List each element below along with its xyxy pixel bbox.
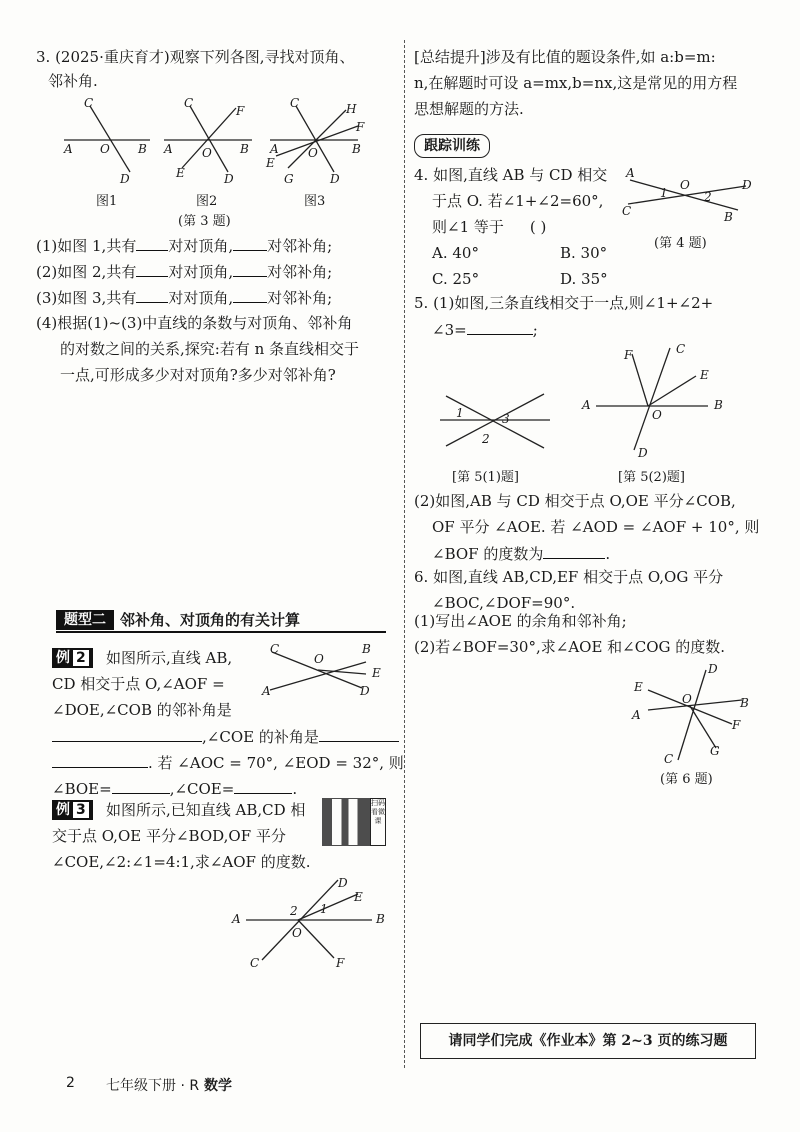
q3-line2: 邻补角. <box>48 72 98 90</box>
ex3-label-d: D <box>338 876 348 890</box>
fig2-label-d: D <box>224 172 234 186</box>
q5-1-angle-1: 1 <box>456 406 464 420</box>
q4-line1: 4. 如图,直线 AB 与 CD 相交 <box>414 166 608 184</box>
summary-line3: 思想解题的方法. <box>414 100 524 118</box>
q3-sub3: (3)如图 3,共有 对对顶角, 对邻补角; <box>36 286 332 309</box>
q5-2-line2: OF 平分 ∠AOE. 若 ∠AOD = ∠AOF + 10°, 则 <box>432 518 760 536</box>
follow-training-badge: 跟踪训练 <box>414 134 490 158</box>
fig1-label-d: D <box>120 172 130 186</box>
fig3-label-o: O <box>308 146 318 160</box>
ex3-figure <box>240 874 390 970</box>
ex2-line1: 如图所示,直线 AB, <box>106 649 233 667</box>
example-2-tag: 例 2 <box>52 648 93 668</box>
q6-caption: (第 6 题) <box>660 772 713 787</box>
q5-2-label-a: A <box>582 398 591 412</box>
column-divider <box>404 40 406 1068</box>
ex2-line6: ∠BOE= ,∠COE= . <box>52 777 297 800</box>
fig2-label-f: F <box>236 104 245 118</box>
ex3-label-e: E <box>354 890 363 904</box>
q5-1-angle-3: 3 <box>502 412 510 426</box>
q4-line3: 则∠1 等于 ( ) <box>432 218 547 236</box>
section-title: 邻补角、对顶角的有关计算 <box>120 611 301 629</box>
ex2-label-o: O <box>314 652 324 666</box>
ex2-label-e: E <box>372 666 381 680</box>
qr-code-icon[interactable] <box>322 798 370 846</box>
fig3-caption: 图3 <box>304 194 326 209</box>
fig1-label-b: B <box>138 142 147 156</box>
section-underline <box>56 631 386 633</box>
q6-label-a: A <box>632 708 641 722</box>
q6-label-d: D <box>708 662 718 676</box>
q3-sub4-line3: 一点,可形成多少对对顶角?多少对邻补角? <box>60 366 336 384</box>
fig2-label-b: B <box>240 142 249 156</box>
q4-option-d: D. 35° <box>560 270 608 288</box>
summary-line2: n,在解题时可设 a=mx,b=nx,这是常见的用方程 <box>414 74 738 92</box>
ex3-angle-2: 2 <box>290 904 298 918</box>
ex2-line2: CD 相交于点 O,∠AOF = <box>52 675 225 693</box>
q6-label-e: E <box>634 680 643 694</box>
fig2-caption: 图2 <box>196 194 218 209</box>
grade-label: 七年级下册 · R <box>106 1078 200 1094</box>
fig3-label-a: A <box>270 142 279 156</box>
fig1-label-a: A <box>64 142 73 156</box>
q6-line1: 6. 如图,直线 AB,CD,EF 相交于点 O,OG 平分 <box>414 568 724 586</box>
ex2-line3: ∠DOE,∠COB 的邻补角是 <box>52 701 232 719</box>
q5-1-angle-2: 2 <box>482 432 490 446</box>
q6-label-c: C <box>664 752 674 766</box>
q6-label-g: G <box>710 744 720 758</box>
ex3-angle-1: 1 <box>320 902 328 916</box>
q3-figure-1 <box>60 96 160 182</box>
q4-figure <box>620 160 760 220</box>
ex3-label-f: F <box>336 956 345 970</box>
fig3-label-e: E <box>266 156 275 170</box>
fig3-label-g: G <box>284 172 294 186</box>
fig2-label-e: E <box>176 166 185 180</box>
ex2-line5: . 若 ∠AOC = 70°, ∠EOD = 32°, 则 <box>52 751 404 774</box>
q4-line2: 于点 O. 若∠1+∠2=60°, <box>432 192 604 210</box>
example-3-tag: 例 3 <box>52 800 93 820</box>
q3-caption: (第 3 题) <box>178 214 231 229</box>
ex2-label-b: B <box>362 642 371 656</box>
fig2-label-o: O <box>202 146 212 160</box>
fig2-label-c: C <box>184 96 194 110</box>
q5-2-label-b: B <box>714 398 723 412</box>
q5-2-figure <box>590 340 720 460</box>
q4-option-c: C. 25° <box>432 270 480 288</box>
q6-part2: (2)若∠BOF=30°,求∠AOE 和∠COG 的度数. <box>414 638 726 656</box>
fig2-label-a: A <box>164 142 173 156</box>
q4-option-a: A. 40° <box>432 244 479 262</box>
q4-label-b: B <box>724 210 733 224</box>
q6-label-o: O <box>682 692 692 706</box>
ex2-label-c: C <box>270 642 280 656</box>
page-number: 2 <box>66 1075 75 1091</box>
q5-2-line3: ∠BOF 的度数为 . <box>432 542 610 565</box>
homework-note-box: 请同学们完成《作业本》第 2~3 页的练习题 <box>420 1023 756 1059</box>
qr-side-label: 扫码看微课 <box>370 798 386 846</box>
q5-2-label-d: D <box>638 446 648 460</box>
q3-sub1: (1)如图 1,共有 对对顶角, 对邻补角; <box>36 234 332 257</box>
q3-sub4-line1: (4)根据(1)~(3)中直线的条数与对顶角、邻补角 <box>36 314 353 332</box>
fig1-label-c: C <box>84 96 94 110</box>
fig3-label-h: H <box>346 102 357 116</box>
q5-2-label-e: E <box>700 368 709 382</box>
ex3-line1: 如图所示,已知直线 AB,CD 相 <box>106 801 306 819</box>
q5-2-label-o: O <box>652 408 662 422</box>
q6-label-b: B <box>740 696 749 710</box>
ex2-line4: ,∠COE 的补角是 <box>52 725 399 748</box>
q6-figure <box>640 662 760 772</box>
ex3-label-a: A <box>232 912 241 926</box>
q3-figure-2 <box>160 96 260 182</box>
ex3-line2: 交于点 O,OE 平分∠BOD,OF 平分 <box>52 827 286 845</box>
q4-option-b: B. 30° <box>560 244 608 262</box>
q3-line1: 3. (2025·重庆育才)观察下列各图,寻找对顶角、 <box>36 48 355 66</box>
q5-line2: ∠3= ; <box>432 318 538 341</box>
q4-label-o: O <box>680 178 690 192</box>
fig1-caption: 图1 <box>96 194 118 209</box>
fig3-label-d: D <box>330 172 340 186</box>
q4-caption: (第 4 题) <box>654 236 707 251</box>
ex3-label-b: B <box>376 912 385 926</box>
q5-2-line1: (2)如图,AB 与 CD 相交于点 O,OE 平分∠COB, <box>414 492 736 510</box>
q4-angle-1: 1 <box>660 186 668 200</box>
ex3-label-c: C <box>250 956 260 970</box>
q4-label-d: D <box>742 178 752 192</box>
q4-angle-2: 2 <box>704 190 712 204</box>
q3-sub2: (2)如图 2,共有 对对顶角, 对邻补角; <box>36 260 332 283</box>
q5-2-caption: [第 5(2)题] <box>618 470 685 485</box>
ex3-line3: ∠COE,∠2:∠1=4:1,求∠AOF 的度数. <box>52 853 311 871</box>
q3-sub4-line2: 的对数之间的关系,探究:若有 n 条直线相交于 <box>60 340 360 358</box>
fig3-label-b: B <box>352 142 361 156</box>
ex2-label-d: D <box>360 684 370 698</box>
q4-label-a: A <box>626 166 635 180</box>
ex2-label-a: A <box>262 684 271 698</box>
q4-label-c: C <box>622 204 632 218</box>
fig3-label-f: F <box>356 120 365 134</box>
q6-line2: ∠BOC,∠DOF=90°. <box>432 594 576 612</box>
section-tag: 题型二 <box>56 610 114 630</box>
q6-label-f: F <box>732 718 741 732</box>
fig3-label-c: C <box>290 96 300 110</box>
q5-1-figure <box>436 380 556 460</box>
q5-2-label-c: C <box>676 342 686 356</box>
subject-label: 数学 <box>204 1078 232 1094</box>
q5-line1: 5. (1)如图,三条直线相交于一点,则∠1+∠2+ <box>414 294 714 312</box>
fig1-label-o: O <box>100 142 110 156</box>
q5-1-caption: [第 5(1)题] <box>452 470 519 485</box>
ex3-label-o: O <box>292 926 302 940</box>
q5-2-label-f: F <box>624 348 633 362</box>
q6-part1: (1)写出∠AOE 的余角和邻补角; <box>414 612 627 630</box>
summary-line1: [总结提升]涉及有比值的题设条件,如 a:b=m: <box>414 48 716 66</box>
